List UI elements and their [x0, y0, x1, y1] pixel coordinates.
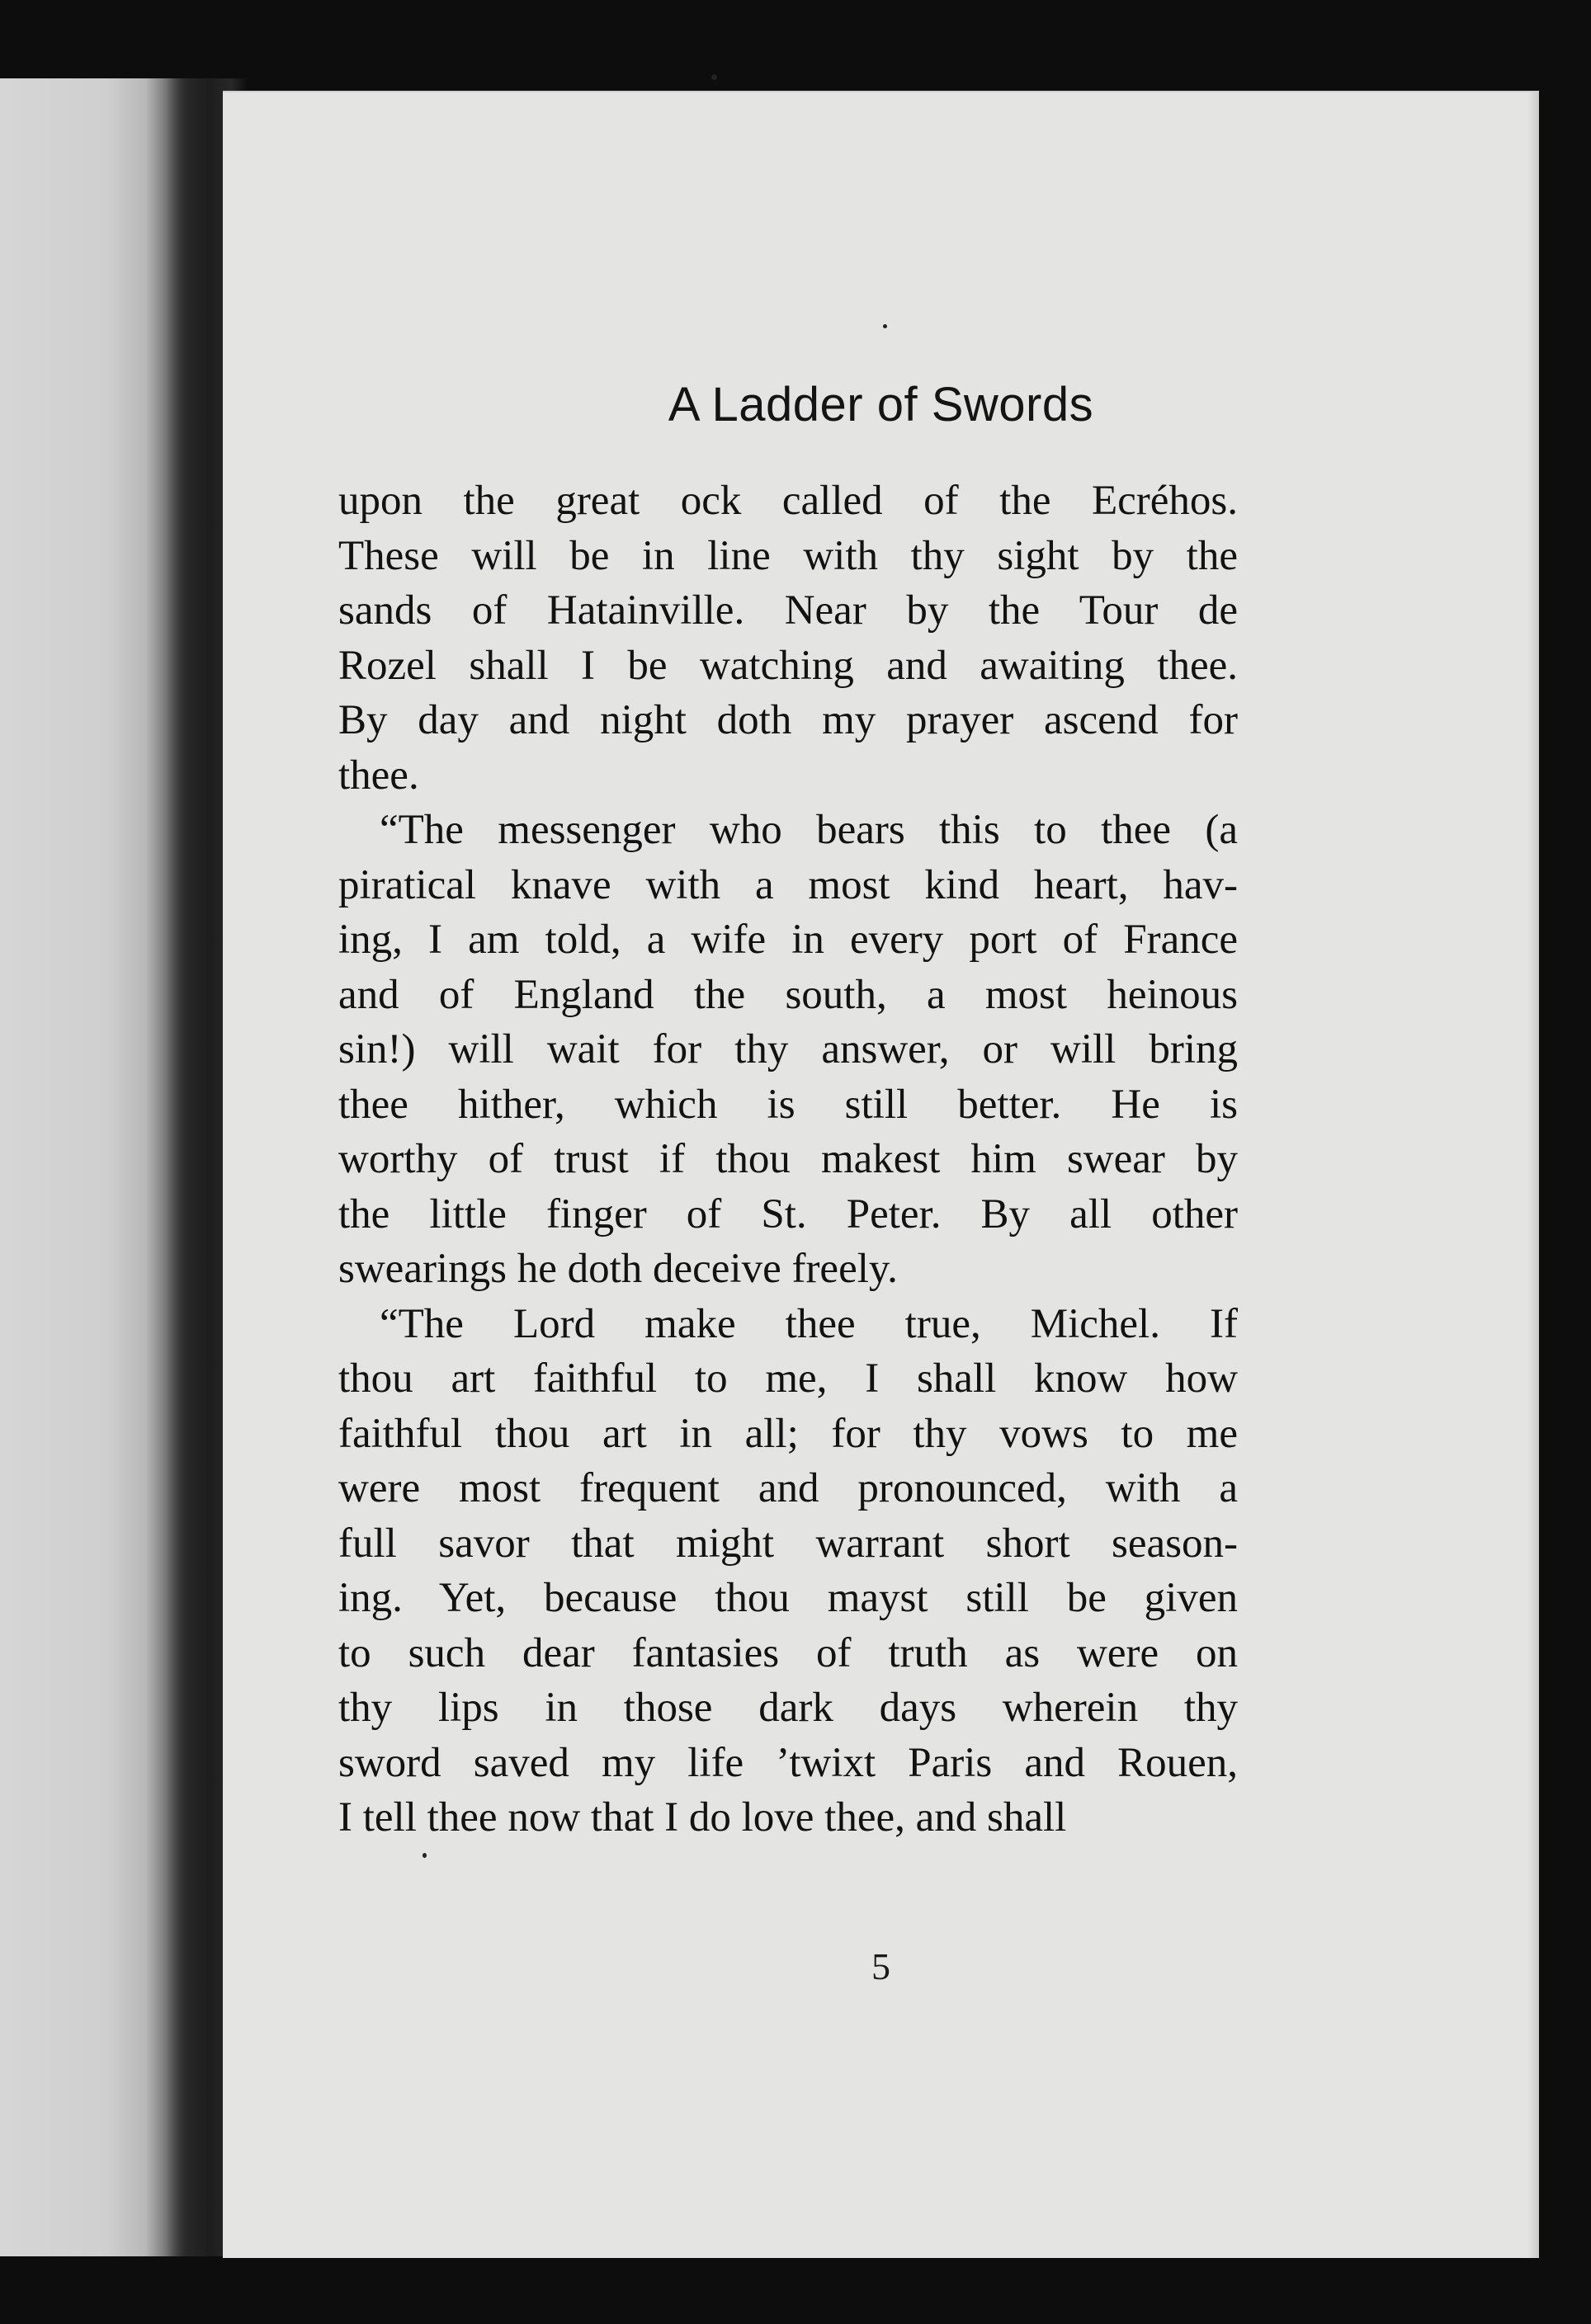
- body-text: [338, 474, 1238, 1846]
- scan-speck: [423, 1853, 427, 1858]
- paragraph: [338, 474, 1238, 803]
- text-line: and of England the south, a most heinous: [338, 971, 1238, 1018]
- text-line: were most frequent and pronounced, with a: [338, 1465, 1238, 1511]
- text-line: thou art faithful to me, I shall know how: [338, 1355, 1238, 1402]
- text-line: sands of Hatainville. Near by the Tour de: [338, 587, 1238, 634]
- running-head: A Ladder of Swords: [668, 378, 1094, 431]
- text-line: the little finger of St. Peter. By all other: [338, 1190, 1238, 1237]
- text-line: “The messenger who bears this to thee (a: [380, 807, 1238, 853]
- scan-speck: [883, 324, 887, 328]
- text-line: ing. Yet, because thou mayst still be given: [338, 1575, 1238, 1621]
- text-line: ing, I am told, a wife in every port of France: [338, 917, 1238, 963]
- text-line: faithful thou art in all; for thy vows to me: [338, 1410, 1238, 1457]
- text-line: Rozel shall I be watching and awaiting thee.: [338, 642, 1238, 689]
- scan-speck: [711, 74, 717, 80]
- page-number: 5: [871, 1945, 890, 1987]
- text-line: piratical knave with a most kind heart, hav-: [338, 861, 1238, 908]
- text-line: upon the great ock called of the Ecréhos.: [338, 478, 1238, 524]
- text-line: “The Lord make thee true, Michel. If: [380, 1300, 1238, 1347]
- text-line: to such dear fantasies of truth as were on: [338, 1629, 1238, 1676]
- text-line: thee.: [338, 752, 419, 799]
- text-line: thy lips in those dark days wherein thy: [338, 1685, 1238, 1731]
- text-line: I tell thee now that I do love thee, and shall: [338, 1794, 1067, 1841]
- paragraph: [338, 803, 1238, 1297]
- text-line: sin!) will wait for thy answer, or will bring: [338, 1026, 1238, 1072]
- paragraph: [338, 1297, 1238, 1846]
- text-line: full savor that might warrant short season-: [338, 1520, 1238, 1567]
- text-line: These will be in line with thy sight by the: [338, 532, 1238, 579]
- book-page: [223, 91, 1539, 2258]
- text-line: thee hither, which is still better. He is: [338, 1081, 1238, 1128]
- text-line: worthy of trust if thou makest him swear by: [338, 1136, 1238, 1182]
- text-line: swearings he doth deceive freely.: [338, 1246, 898, 1292]
- text-line: sword saved my life ’twixt Paris and Rouen,: [338, 1739, 1238, 1786]
- text-line: By day and night doth my prayer ascend for: [338, 697, 1238, 743]
